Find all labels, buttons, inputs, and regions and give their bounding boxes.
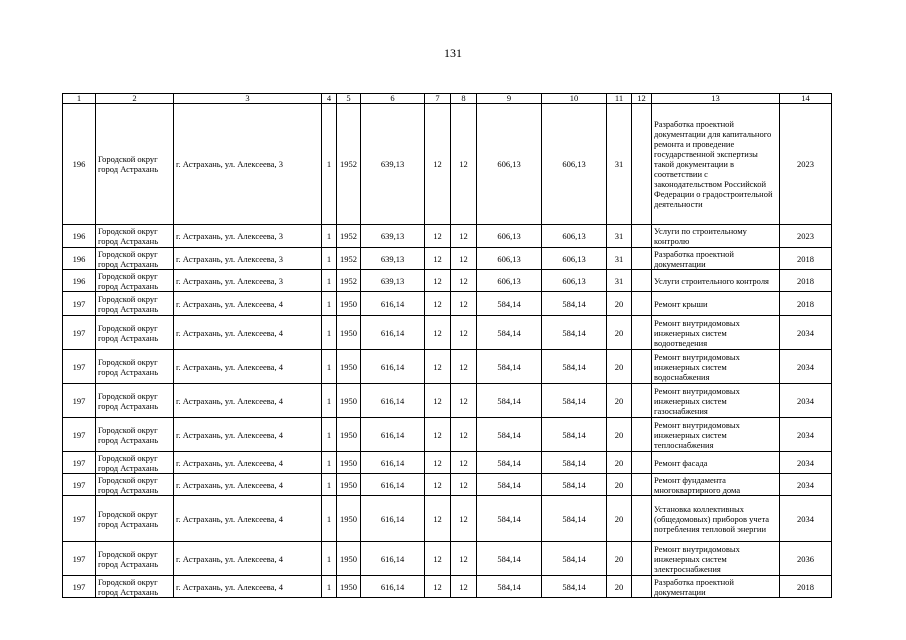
- area-cell-10: 584,14: [542, 452, 607, 474]
- col8-cell: 12: [451, 496, 477, 542]
- planned-year-cell: 2023: [780, 104, 832, 225]
- table-row: [63, 496, 832, 542]
- col7-cell: 12: [425, 350, 451, 384]
- total-area-cell: 616,14: [361, 542, 425, 576]
- residents-cell: 20: [607, 576, 632, 598]
- total-area-cell: 616,14: [361, 418, 425, 452]
- municipality-cell: Городской округ город Астрахань: [96, 316, 174, 350]
- residents-cell: 20: [607, 316, 632, 350]
- area-cell-9: 606,13: [477, 104, 542, 225]
- municipality-cell: Городской округ город Астрахань: [96, 270, 174, 292]
- column-number: 5: [337, 94, 361, 104]
- col7-cell: 12: [425, 474, 451, 496]
- area-cell-10: 584,14: [542, 384, 607, 418]
- column-number: 14: [780, 94, 832, 104]
- total-area-cell: 639,13: [361, 248, 425, 270]
- house-number-cell: 197: [63, 350, 96, 384]
- area-cell-9: 584,14: [477, 292, 542, 316]
- col8-cell: 12: [451, 350, 477, 384]
- column-number: 9: [477, 94, 542, 104]
- col4-cell: 1: [322, 225, 337, 248]
- year-built-cell: 1950: [337, 474, 361, 496]
- address-cell: г. Астрахань, ул. Алексеева, 4: [174, 418, 322, 452]
- year-built-cell: 1952: [337, 225, 361, 248]
- planned-year-cell: 2023: [780, 225, 832, 248]
- planned-year-cell: 2034: [780, 384, 832, 418]
- total-area-cell: 616,14: [361, 350, 425, 384]
- col12-cell: [632, 248, 652, 270]
- col8-cell: 12: [451, 418, 477, 452]
- column-number: 8: [451, 94, 477, 104]
- municipality-cell: Городской округ город Астрахань: [96, 225, 174, 248]
- area-cell-10: 584,14: [542, 418, 607, 452]
- column-number: 1: [63, 94, 96, 104]
- column-number: 7: [425, 94, 451, 104]
- address-cell: г. Астрахань, ул. Алексеева, 4: [174, 316, 322, 350]
- house-number-cell: 196: [63, 225, 96, 248]
- area-cell-10: 606,13: [542, 248, 607, 270]
- col7-cell: 12: [425, 542, 451, 576]
- col4-cell: 1: [322, 542, 337, 576]
- area-cell-9: 584,14: [477, 350, 542, 384]
- area-cell-9: 584,14: [477, 474, 542, 496]
- work-type-cell: Ремонт внутридомовых инженерных систем водоотведения: [652, 316, 780, 350]
- col8-cell: 12: [451, 248, 477, 270]
- col12-cell: [632, 474, 652, 496]
- col7-cell: 12: [425, 452, 451, 474]
- address-cell: г. Астрахань, ул. Алексеева, 4: [174, 474, 322, 496]
- col4-cell: 1: [322, 270, 337, 292]
- house-number-cell: 197: [63, 452, 96, 474]
- area-cell-9: 584,14: [477, 542, 542, 576]
- year-built-cell: 1950: [337, 384, 361, 418]
- col4-cell: 1: [322, 576, 337, 598]
- house-number-cell: 197: [63, 496, 96, 542]
- residents-cell: 31: [607, 104, 632, 225]
- residents-cell: 20: [607, 452, 632, 474]
- area-cell-9: 606,13: [477, 225, 542, 248]
- planned-year-cell: 2036: [780, 542, 832, 576]
- year-built-cell: 1950: [337, 292, 361, 316]
- area-cell-10: 584,14: [542, 474, 607, 496]
- col8-cell: 12: [451, 292, 477, 316]
- column-number: 4: [322, 94, 337, 104]
- col8-cell: 12: [451, 104, 477, 225]
- municipality-cell: Городской округ город Астрахань: [96, 542, 174, 576]
- work-type-cell: Ремонт фундамента многоквартирного дома: [652, 474, 780, 496]
- col12-cell: [632, 496, 652, 542]
- house-number-cell: 197: [63, 576, 96, 598]
- table-row: [63, 104, 832, 225]
- address-cell: г. Астрахань, ул. Алексеева, 4: [174, 452, 322, 474]
- residents-cell: 20: [607, 350, 632, 384]
- residents-cell: 31: [607, 248, 632, 270]
- table-row: [63, 270, 832, 292]
- area-cell-9: 606,13: [477, 270, 542, 292]
- area-cell-10: 584,14: [542, 316, 607, 350]
- house-number-cell: 196: [63, 104, 96, 225]
- col4-cell: 1: [322, 104, 337, 225]
- col4-cell: 1: [322, 350, 337, 384]
- table-row: [63, 452, 832, 474]
- address-cell: г. Астрахань, ул. Алексеева, 4: [174, 292, 322, 316]
- col7-cell: 12: [425, 104, 451, 225]
- area-cell-10: 584,14: [542, 496, 607, 542]
- planned-year-cell: 2034: [780, 474, 832, 496]
- municipality-cell: Городской округ город Астрахань: [96, 452, 174, 474]
- planned-year-cell: 2034: [780, 316, 832, 350]
- address-cell: г. Астрахань, ул. Алексеева, 3: [174, 248, 322, 270]
- total-area-cell: 639,13: [361, 270, 425, 292]
- total-area-cell: 616,14: [361, 474, 425, 496]
- municipality-cell: Городской округ город Астрахань: [96, 496, 174, 542]
- col12-cell: [632, 225, 652, 248]
- area-cell-9: 584,14: [477, 384, 542, 418]
- col8-cell: 12: [451, 225, 477, 248]
- house-number-cell: 197: [63, 418, 96, 452]
- residents-cell: 31: [607, 225, 632, 248]
- municipality-cell: Городской округ город Астрахань: [96, 292, 174, 316]
- municipality-cell: Городской округ город Астрахань: [96, 474, 174, 496]
- municipality-cell: Городской округ город Астрахань: [96, 576, 174, 598]
- house-number-cell: 197: [63, 474, 96, 496]
- area-cell-9: 584,14: [477, 418, 542, 452]
- planned-year-cell: 2034: [780, 496, 832, 542]
- address-cell: г. Астрахань, ул. Алексеева, 3: [174, 104, 322, 225]
- residents-cell: 20: [607, 474, 632, 496]
- total-area-cell: 616,14: [361, 292, 425, 316]
- year-built-cell: 1952: [337, 104, 361, 225]
- year-built-cell: 1950: [337, 452, 361, 474]
- work-type-cell: Ремонт внутридомовых инженерных систем электроснабжения: [652, 542, 780, 576]
- col8-cell: 12: [451, 270, 477, 292]
- area-cell-9: 606,13: [477, 248, 542, 270]
- col4-cell: 1: [322, 384, 337, 418]
- col4-cell: 1: [322, 418, 337, 452]
- work-type-cell: Разработка проектной документации: [652, 248, 780, 270]
- municipality-cell: Городской округ город Астрахань: [96, 384, 174, 418]
- col12-cell: [632, 418, 652, 452]
- column-number: 10: [542, 94, 607, 104]
- table-row: [63, 350, 832, 384]
- total-area-cell: 639,13: [361, 225, 425, 248]
- address-cell: г. Астрахань, ул. Алексеева, 3: [174, 225, 322, 248]
- total-area-cell: 616,14: [361, 496, 425, 542]
- address-cell: г. Астрахань, ул. Алексеева, 4: [174, 496, 322, 542]
- address-cell: г. Астрахань, ул. Алексеева, 4: [174, 542, 322, 576]
- municipality-cell: Городской округ город Астрахань: [96, 248, 174, 270]
- planned-year-cell: 2018: [780, 270, 832, 292]
- column-number: 13: [652, 94, 780, 104]
- col7-cell: 12: [425, 270, 451, 292]
- planned-year-cell: 2018: [780, 248, 832, 270]
- work-type-cell: Ремонт крыши: [652, 292, 780, 316]
- area-cell-10: 606,13: [542, 225, 607, 248]
- repair-program-table: [62, 93, 832, 598]
- total-area-cell: 616,14: [361, 384, 425, 418]
- work-type-cell: Установка коллективных (общедомовых) приборов учета потребления тепловой энергии: [652, 496, 780, 542]
- planned-year-cell: 2034: [780, 418, 832, 452]
- area-cell-9: 584,14: [477, 452, 542, 474]
- col4-cell: 1: [322, 316, 337, 350]
- col8-cell: 12: [451, 384, 477, 418]
- work-type-cell: Ремонт фасада: [652, 452, 780, 474]
- area-cell-10: 584,14: [542, 350, 607, 384]
- area-cell-9: 584,14: [477, 316, 542, 350]
- table-row: [63, 418, 832, 452]
- work-type-cell: Услуги по строительному контролю: [652, 225, 780, 248]
- municipality-cell: Городской округ город Астрахань: [96, 350, 174, 384]
- col7-cell: 12: [425, 384, 451, 418]
- col4-cell: 1: [322, 292, 337, 316]
- year-built-cell: 1952: [337, 248, 361, 270]
- area-cell-10: 584,14: [542, 542, 607, 576]
- table-row: [63, 292, 832, 316]
- col12-cell: [632, 384, 652, 418]
- area-cell-10: 584,14: [542, 576, 607, 598]
- total-area-cell: 616,14: [361, 452, 425, 474]
- address-cell: г. Астрахань, ул. Алексеева, 4: [174, 384, 322, 418]
- year-built-cell: 1950: [337, 316, 361, 350]
- col4-cell: 1: [322, 496, 337, 542]
- col12-cell: [632, 452, 652, 474]
- col12-cell: [632, 316, 652, 350]
- col12-cell: [632, 542, 652, 576]
- col12-cell: [632, 270, 652, 292]
- house-number-cell: 197: [63, 316, 96, 350]
- col7-cell: 12: [425, 418, 451, 452]
- page-number: 131: [444, 46, 462, 60]
- col4-cell: 1: [322, 452, 337, 474]
- col7-cell: 12: [425, 248, 451, 270]
- house-number-cell: 197: [63, 384, 96, 418]
- col8-cell: 12: [451, 576, 477, 598]
- year-built-cell: 1950: [337, 576, 361, 598]
- column-number: 11: [607, 94, 632, 104]
- address-cell: г. Астрахань, ул. Алексеева, 4: [174, 576, 322, 598]
- column-number: 6: [361, 94, 425, 104]
- municipality-cell: Городской округ город Астрахань: [96, 104, 174, 225]
- residents-cell: 20: [607, 292, 632, 316]
- year-built-cell: 1950: [337, 542, 361, 576]
- col12-cell: [632, 104, 652, 225]
- column-number-row: [63, 94, 832, 104]
- table-row: [63, 225, 832, 248]
- address-cell: г. Астрахань, ул. Алексеева, 3: [174, 270, 322, 292]
- col8-cell: 12: [451, 474, 477, 496]
- column-number: 2: [96, 94, 174, 104]
- year-built-cell: 1950: [337, 496, 361, 542]
- house-number-cell: 196: [63, 270, 96, 292]
- table-row: [63, 384, 832, 418]
- column-number: 12: [632, 94, 652, 104]
- work-type-cell: Ремонт внутридомовых инженерных систем водоснабжения: [652, 350, 780, 384]
- area-cell-10: 606,13: [542, 270, 607, 292]
- area-cell-10: 606,13: [542, 104, 607, 225]
- table-row: [63, 576, 832, 598]
- table-row: [63, 474, 832, 496]
- work-type-cell: Ремонт внутридомовых инженерных систем газоснабжения: [652, 384, 780, 418]
- address-cell: г. Астрахань, ул. Алексеева, 4: [174, 350, 322, 384]
- total-area-cell: 616,14: [361, 316, 425, 350]
- residents-cell: 20: [607, 384, 632, 418]
- year-built-cell: 1950: [337, 350, 361, 384]
- col4-cell: 1: [322, 248, 337, 270]
- area-cell-9: 584,14: [477, 576, 542, 598]
- col12-cell: [632, 292, 652, 316]
- residents-cell: 20: [607, 542, 632, 576]
- work-type-cell: Услуги строительного контроля: [652, 270, 780, 292]
- col8-cell: 12: [451, 542, 477, 576]
- table-row: [63, 542, 832, 576]
- table-row: [63, 316, 832, 350]
- col7-cell: 12: [425, 316, 451, 350]
- work-type-cell: Ремонт внутридомовых инженерных систем теплоснабжения: [652, 418, 780, 452]
- col7-cell: 12: [425, 496, 451, 542]
- area-cell-9: 584,14: [477, 496, 542, 542]
- area-cell-10: 584,14: [542, 292, 607, 316]
- col8-cell: 12: [451, 452, 477, 474]
- planned-year-cell: 2034: [780, 350, 832, 384]
- residents-cell: 31: [607, 270, 632, 292]
- col7-cell: 12: [425, 576, 451, 598]
- table-row: [63, 248, 832, 270]
- year-built-cell: 1950: [337, 418, 361, 452]
- municipality-cell: Городской округ город Астрахань: [96, 418, 174, 452]
- year-built-cell: 1952: [337, 270, 361, 292]
- total-area-cell: 639,13: [361, 104, 425, 225]
- col12-cell: [632, 350, 652, 384]
- work-type-cell: Разработка проектной документации для капитального ремонта и проведение государственной экспертизы такой документации в соответствии с законодательством Российской Федерации о градостроительной деятельности: [652, 104, 780, 225]
- col7-cell: 12: [425, 292, 451, 316]
- total-area-cell: 616,14: [361, 576, 425, 598]
- residents-cell: 20: [607, 418, 632, 452]
- col4-cell: 1: [322, 474, 337, 496]
- house-number-cell: 197: [63, 292, 96, 316]
- column-number: 3: [174, 94, 322, 104]
- col8-cell: 12: [451, 316, 477, 350]
- house-number-cell: 196: [63, 248, 96, 270]
- planned-year-cell: 2018: [780, 576, 832, 598]
- work-type-cell: Разработка проектной документации: [652, 576, 780, 598]
- planned-year-cell: 2034: [780, 452, 832, 474]
- planned-year-cell: 2018: [780, 292, 832, 316]
- col12-cell: [632, 576, 652, 598]
- col7-cell: 12: [425, 225, 451, 248]
- residents-cell: 20: [607, 496, 632, 542]
- house-number-cell: 197: [63, 542, 96, 576]
